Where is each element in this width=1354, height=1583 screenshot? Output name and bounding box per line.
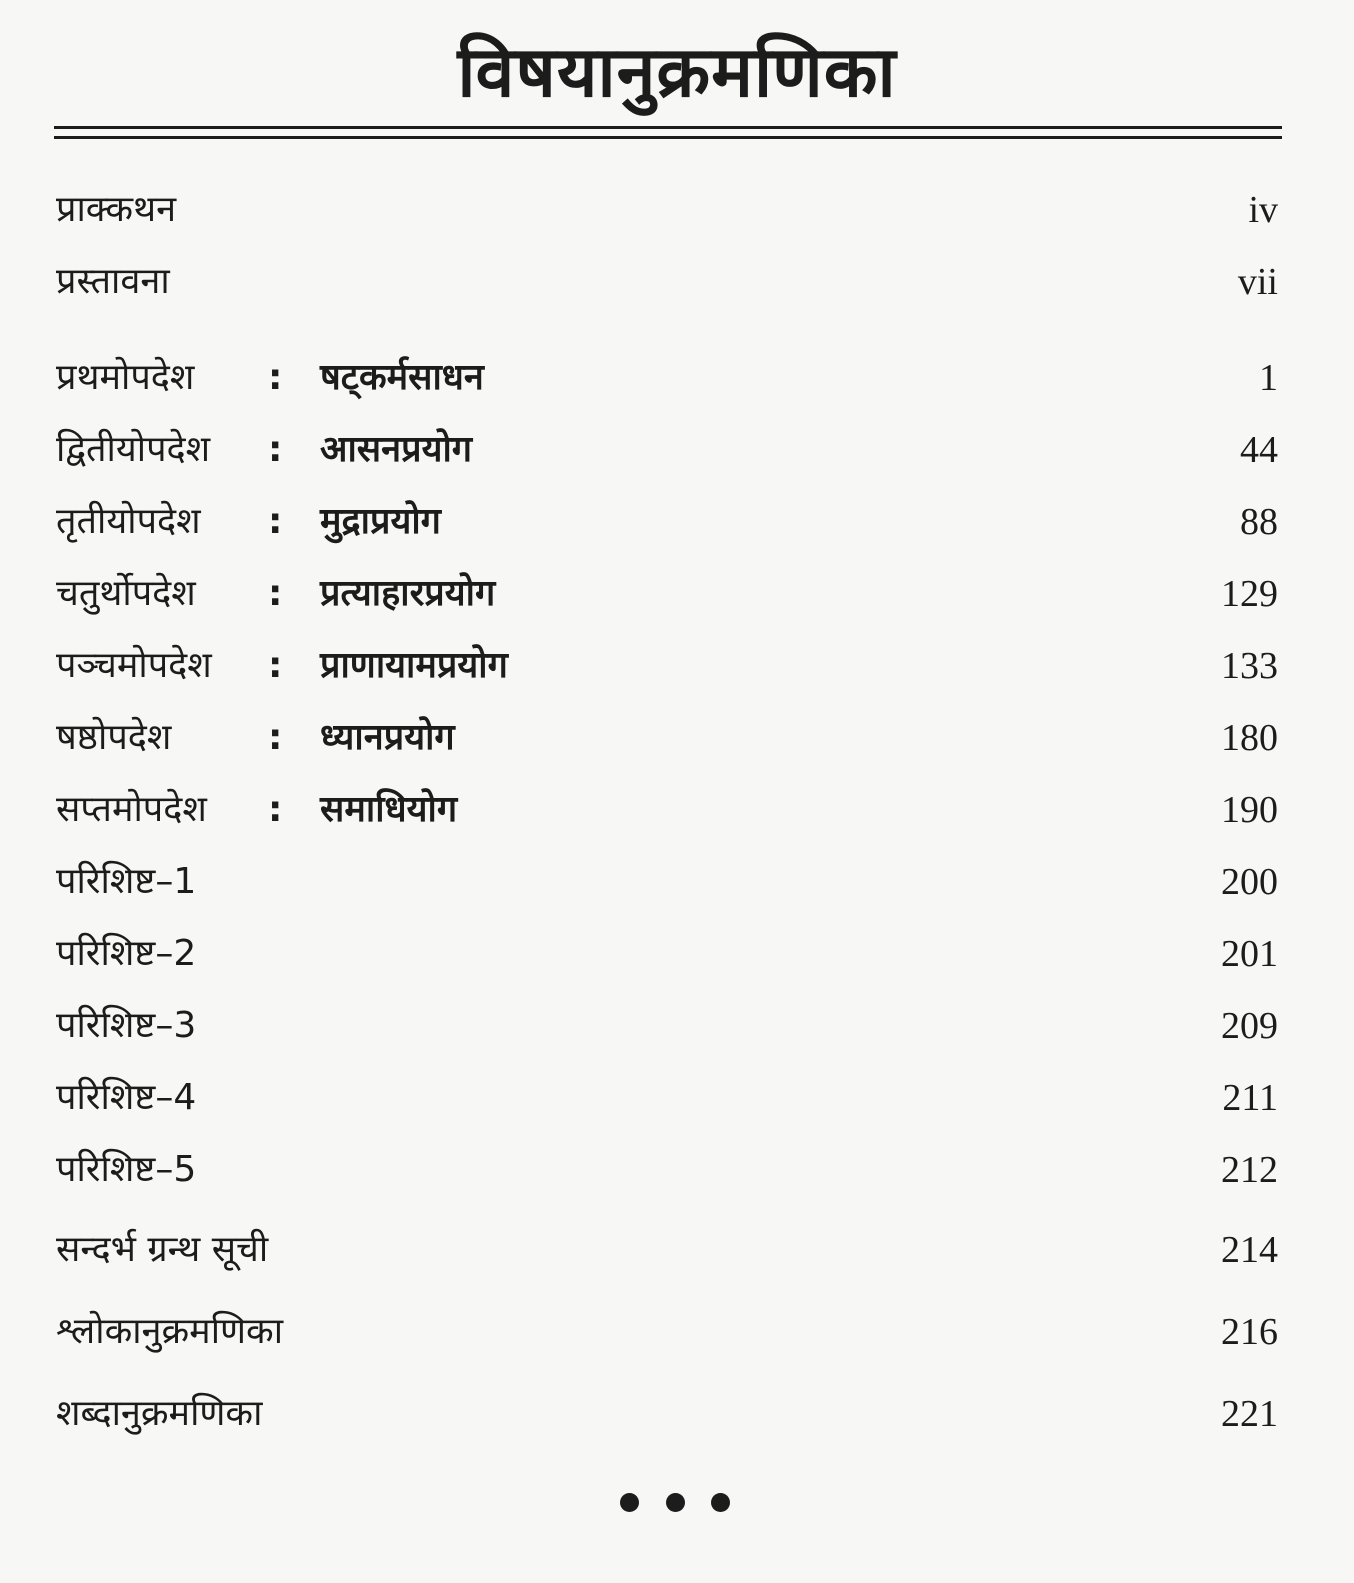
toc-entry-chapter-7[interactable] <box>0 780 1354 840</box>
toc-entry-label: द्वितीयोपदेश <box>56 429 211 470</box>
toc-page-number: 211 <box>1222 1077 1278 1119</box>
toc-entry-appendix-3[interactable] <box>0 996 1354 1056</box>
ornament-dot <box>711 1493 730 1512</box>
ornament-dot <box>666 1493 685 1512</box>
ornament-dot <box>620 1493 639 1512</box>
toc-page-number: 209 <box>1221 1005 1278 1047</box>
toc-entry-label: पञ्चमोपदेश <box>56 645 212 686</box>
toc-page-number: 129 <box>1221 573 1278 615</box>
toc-page-number: 201 <box>1221 933 1278 975</box>
toc-entry-subject: मुद्राप्रयोग <box>320 501 441 542</box>
page-title: विषयानुक्रमणिका <box>457 31 897 113</box>
toc-entry-chapter-3[interactable] <box>0 492 1354 552</box>
toc-entry-label: श्लोकानुक्रमणिका <box>56 1311 284 1352</box>
toc-entry-appendix-1[interactable] <box>0 852 1354 912</box>
toc-entry-appendix-5[interactable] <box>0 1140 1354 1200</box>
toc-entry-chapter-6[interactable] <box>0 708 1354 768</box>
toc-entry-verse-index[interactable] <box>0 1302 1354 1362</box>
toc-entry-label: तृतीयोपदेश <box>56 501 201 542</box>
toc-entry-subject: आसनप्रयोग <box>320 429 473 470</box>
end-ornament <box>620 1490 730 1514</box>
toc-page-number: 214 <box>1221 1229 1278 1271</box>
toc-entry-label: प्राक्कथन <box>56 189 177 230</box>
toc-entry-appendix-2[interactable] <box>0 924 1354 984</box>
toc-entry-label: षष्ठोपदेश <box>56 717 172 758</box>
toc-entry-subject: षट्कर्मसाधन <box>320 357 484 398</box>
toc-page-number: 190 <box>1221 789 1278 831</box>
toc-separator: : <box>268 573 283 614</box>
toc-entry-chapter-1[interactable] <box>0 348 1354 408</box>
title-rule-top <box>54 126 1282 129</box>
toc-separator: : <box>268 717 283 758</box>
toc-entry-prastavana[interactable] <box>0 252 1354 312</box>
toc-page-number: iv <box>1248 189 1278 231</box>
toc-entry-label: परिशिष्ट–2 <box>56 933 197 974</box>
toc-entry-chapter-4[interactable] <box>0 564 1354 624</box>
toc-entry-bibliography[interactable] <box>0 1220 1354 1280</box>
toc-page-number: 216 <box>1221 1311 1278 1353</box>
toc-entry-prakkathan[interactable] <box>0 180 1354 240</box>
toc-page-number: 200 <box>1221 861 1278 903</box>
toc-entry-label: शब्दानुक्रमणिका <box>56 1393 263 1434</box>
toc-entry-word-index[interactable] <box>0 1384 1354 1444</box>
toc-entry-chapter-2[interactable] <box>0 420 1354 480</box>
toc-entry-label: प्रथमोपदेश <box>56 357 195 398</box>
toc-page-number: 88 <box>1240 501 1278 543</box>
toc-page-number: 221 <box>1221 1393 1278 1435</box>
toc-entry-label: परिशिष्ट–5 <box>56 1149 197 1190</box>
toc-entry-chapter-5[interactable] <box>0 636 1354 696</box>
toc-separator: : <box>268 645 283 686</box>
toc-entry-label: सन्दर्भ ग्रन्थ सूची <box>56 1229 269 1270</box>
toc-page-number: 44 <box>1240 429 1278 471</box>
toc-entry-appendix-4[interactable] <box>0 1068 1354 1128</box>
toc-separator: : <box>268 429 283 470</box>
toc-page-number: 1 <box>1259 357 1278 399</box>
toc-separator: : <box>268 357 283 398</box>
title-rule-bottom <box>54 136 1282 139</box>
toc-page-number: 180 <box>1221 717 1278 759</box>
toc-entry-label: चतुर्थोपदेश <box>56 573 196 614</box>
toc-page-number: vii <box>1237 261 1278 303</box>
toc-entry-label: परिशिष्ट–3 <box>56 1005 197 1046</box>
toc-entry-label: परिशिष्ट–1 <box>56 861 197 902</box>
toc-entry-subject: ध्यानप्रयोग <box>320 717 455 758</box>
toc-entry-subject: प्राणायामप्रयोग <box>320 645 508 686</box>
toc-entry-label: सप्तमोपदेश <box>56 789 207 830</box>
toc-entry-label: परिशिष्ट–4 <box>56 1077 197 1118</box>
toc-page-number: 212 <box>1221 1149 1278 1191</box>
toc-entry-subject: प्रत्याहारप्रयोग <box>320 573 496 614</box>
toc-entry-label: प्रस्तावना <box>56 261 170 302</box>
toc-page-number: 133 <box>1221 645 1278 687</box>
toc-entry-subject: समाधियोग <box>320 789 458 830</box>
toc-separator: : <box>268 789 283 830</box>
toc-separator: : <box>268 501 283 542</box>
